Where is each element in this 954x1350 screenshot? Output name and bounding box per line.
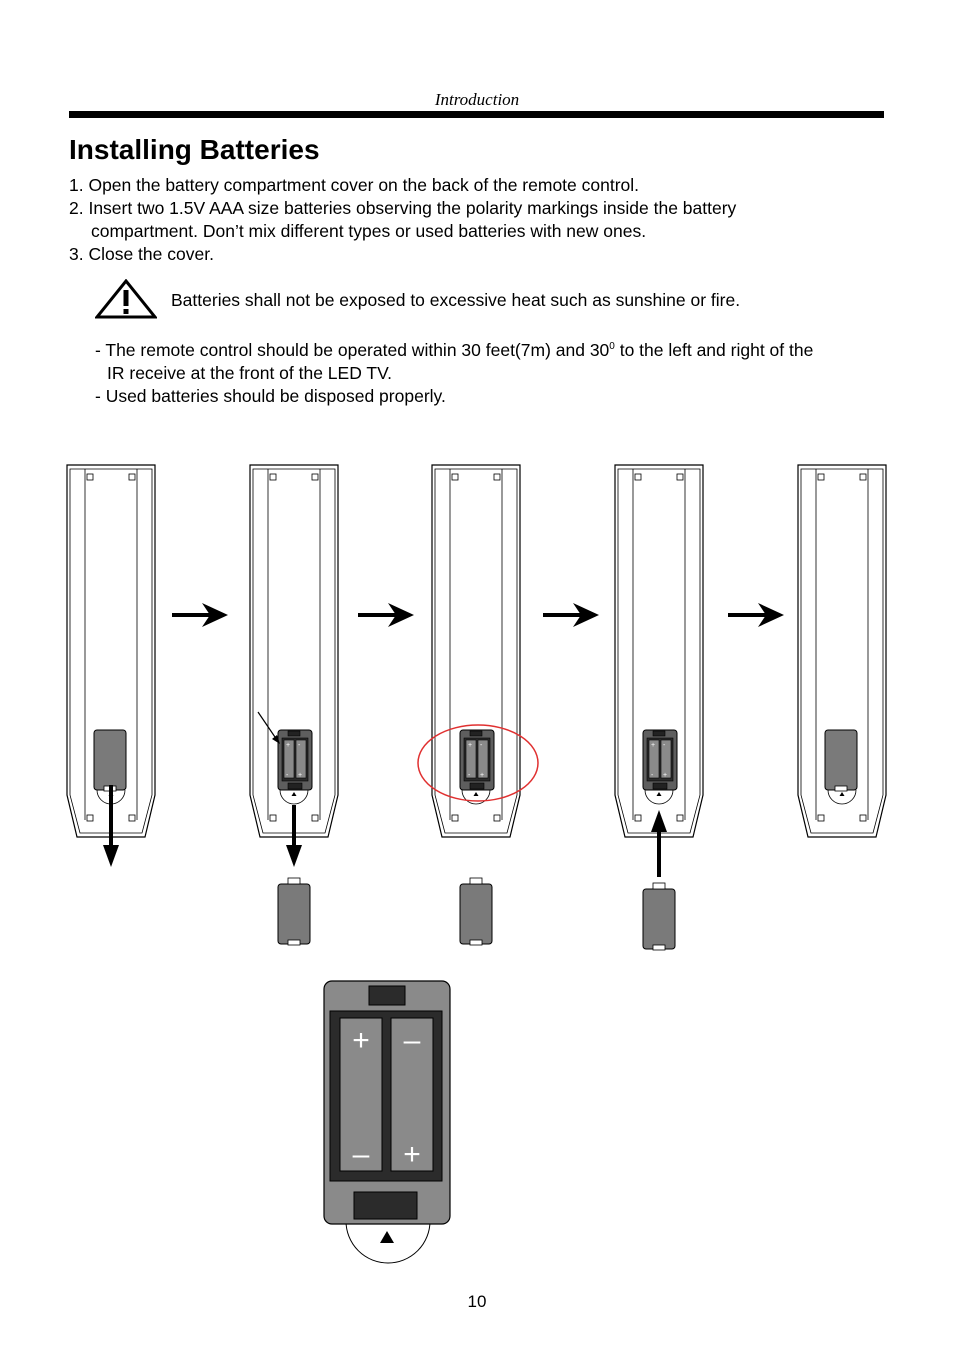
small-plus-1: + [286,742,291,749]
warning-triangle-icon [95,279,157,319]
step-2 [69,197,736,243]
warning-text: Batteries shall not be exposed to excessive heat such as sunshine or fire. [171,290,741,310]
small-plus-3: + [468,742,473,749]
small-minus-1: - [298,742,301,749]
page-title: Installing Batteries [69,134,320,165]
note-range-text-b: to the left and right of the [614,339,814,360]
step-1: 1. Open the battery compartment cover on the back of the remote control. [69,175,640,195]
step-arrow-1 [172,603,228,627]
battery-installation-diagram [0,440,954,1280]
small-minus-2: - [286,772,289,779]
loose-cover-2 [460,878,492,945]
note-range-text-a: - The remote control should be operated within 30 feet(7m) and 30 [95,339,610,360]
section-header-label: Introduction [434,90,520,109]
note-range-degree: 0 [609,341,615,352]
arrow-down-icon [103,845,119,867]
polarity-minus-right: – [403,1024,421,1057]
small-plus-2: + [298,772,303,779]
step-arrow-2 [358,603,414,627]
compartment-detail [324,981,450,1263]
small-minus-6: - [651,772,654,779]
step-arrow-4 [728,603,784,627]
loose-cover-1 [278,878,310,945]
step-3: 3. Close the cover. [69,244,214,264]
note-range-line-2: IR receive at the front of the LED TV. [107,362,393,383]
step-arrow-3 [543,603,599,627]
remote-step-4 [615,465,703,877]
remote-step-2 [250,465,338,867]
small-plus-4: + [480,772,485,779]
page-number: 10 [467,1292,487,1311]
instruction-steps [69,174,736,266]
small-minus-5: - [663,742,666,749]
small-plus-6: + [663,772,668,779]
note-range [95,335,813,385]
note-disposal: - Used batteries should be disposed properly. [95,385,446,406]
small-minus-3: - [480,742,483,749]
polarity-minus-left: – [352,1138,370,1171]
remote-step-5 [798,465,886,837]
polarity-plus-left: + [352,1024,370,1057]
loose-cover-3 [643,883,675,950]
step-2-line-2: compartment. Don’t mix different types or used batteries with new ones. [91,221,647,241]
small-plus-5: + [651,742,656,749]
step-2-line-1: 2. Insert two 1.5V AAA size batteries observing the polarity markings inside the battery [69,198,737,218]
remote-step-1 [67,465,155,867]
small-minus-4: - [468,772,471,779]
polarity-plus-right: + [403,1138,421,1171]
header-rule [69,111,884,118]
usage-notes [95,335,813,408]
remote-step-3 [418,465,538,837]
